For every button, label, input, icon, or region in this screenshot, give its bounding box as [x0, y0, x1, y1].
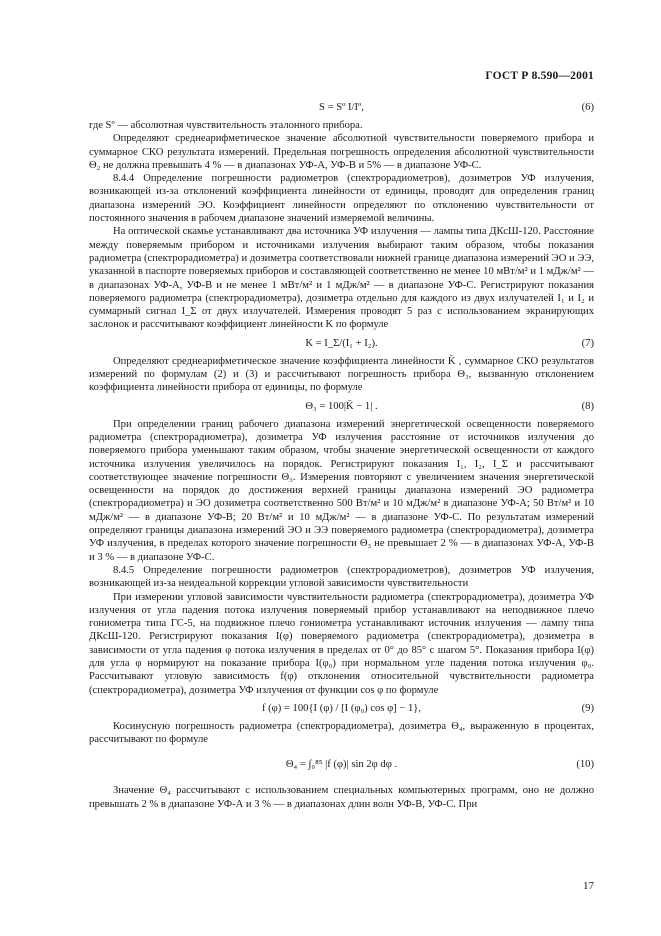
paragraph: При определении границ рабочего диапазона измерений энергетической освещенности поверяемого радиометра (спектрорадиометра), дозиметра УФ излучения расстояние от источников излучения до поверяемого прибора уменьшают таким образом, чтобы значение энергетической освещенности от каждого источника излучения увеличилось на порядок. Регистрируют показания I₁, I₂, I_Σ и рассчитывают соответствующее значение погрешности Θ₃. Измерения повторяют с увеличением значения энергетической освещенности на порядок до достижения верхней границы диапазона измерений ЭО радиометра (спектрорадиометра) и ЭО дозиметра соответственно 500 Вт/м² и 10 мДж/м² в диапазоне УФ-А; 50 Вт/м² и 10 мДж/м² — в диапазоне УФ-В; 20 Вт/м² и 10 мДж/м² — в диапазоне УФ-С. По результатам измерений определяют границы диапазона измерений ЭО и ЭЭ поверяемого радиометра (спектрорадиометра), дозиметра УФ излучения, в пределах которого значение погрешности Θ₃ не превышает 2 % — в диапазонах УФ-А, УФ-В и 3 % — в диапазоне УФ-С. [89, 418, 594, 563]
paragraph: Косинусную погрешность радиометра (спектрорадиометра), дозиметра Θ₄, выраженную в процентах, рассчитывают по формуле [89, 720, 594, 746]
document-body [89, 96, 594, 811]
equation-number: (6) [581, 102, 594, 113]
equation-formula: Θ₄ = ∫₀⁸⁵ |f (φ)| sin 2φ dφ . [285, 759, 398, 771]
paragraph: 8.4.5 Определение погрешности радиометров (спектрорадиометров), дозиметров УФ излучения, возникающей из-за неидеальной коррекции угловой зависимости чувствительности [89, 564, 594, 590]
paragraph: где Sº — абсолютная чувствительность эталонного прибора. [89, 120, 363, 131]
equation [89, 399, 594, 414]
equation-formula: S = Sº I/Iº, [319, 102, 364, 113]
equation [89, 100, 594, 115]
paragraph: Значение Θ₄ рассчитывают с использованием специальных компьютерных программ, оно не должно превышать 2 % в диапазоне УФ-А и 3 % — в диапазонах длин волн УФ-В, УФ-С. При [89, 785, 594, 810]
paragraph: Определяют среднеарифметическое значение коэффициента линейности K̄ , суммарное СКО результатов измерений по формулам (2) и (3) и рассчитывают погрешность прибора Θ₃, вызванную отклонением коэффициента линейности прибора от единицы, по формуле [89, 355, 594, 394]
equation-number: (8) [581, 400, 594, 412]
standard-code-header: ГОСТ Р 8.590—2001 [485, 70, 594, 82]
equation [89, 336, 594, 351]
equation [89, 750, 594, 780]
paragraph: 8.4.4 Определение погрешности радиометров (спектрорадиометров), дозиметров УФ излучения, возникающей из-за отклонений коэффициента линейности от единицы, проводят для определения границ диапазона измерений ЭО. Коэффициент линейности определяют по отклонению чувствительности от постоянного значения в рабочем диапазоне значений измеряемой величины. [89, 173, 594, 225]
equation-number: (10) [576, 759, 594, 771]
paragraph: На оптической скамье устанавливают два источника УФ излучения — лампы типа ДКсШ-120. Расстояние между поверяемым прибором и источниками излучения выбирают таким образом, чтобы показания радиометра (спектрорадиометра) и дозиметра соответствовали нижней границе диапазона измерений ЭО и ЭЭ, указанной в паспорте поверяемых приборов и составляющей соответственно не менее 10 мВт/м² и 1 мДж/м² — в диапазонах УФ-А, УФ-В и не менее 1 мВт/м² и 1 мДж/м² — в диапазоне УФ-С. Регистрируют показания поверяемого радиометра (спектрорадиометра), дозиметра отдельно для каждого из двух излучателей I₁ и I₂ и суммарный сигнал I_Σ от двух излучателей. Измерения проводят 5 раз с использованием экранирующих заслонок и рассчитывают коэффициент линейности K по формуле [89, 226, 594, 331]
equation-number: (7) [581, 337, 594, 349]
page-number: 17 [583, 880, 594, 892]
equation-formula: f (φ) = 100{I (φ) / [I (φ₀) cos φ] − 1}, [261, 702, 422, 714]
equation-formula: Θ₃ = 100|K̄ − 1| . [305, 400, 378, 412]
paragraph: Определяют среднеарифметическое значение абсолютной чувствительности поверяемого прибора и суммарное СКО результата измерений. Предельная погрешность определения абсолютной чувствительности Θ₂ не должна превышать 4 % — в диапазонах УФ-А, УФ-В и 5% — в диапазоне УФ-С. [89, 133, 594, 171]
equation-number: (9) [581, 702, 594, 714]
equation [89, 701, 594, 716]
equation-formula: K = I_Σ/(I₁ + I₂). [305, 337, 378, 349]
paragraph: При измерении угловой зависимости чувствительности радиометра (спектрорадиометра), дозиметра УФ излучения от угла падения потока излучения поверяемый прибор устанавливают на неподвижное плечо гониометра типа ГС-5, на подвижное плечо гониометра устанавливают источник излучения — лампу типа ДКсШ-120. Регистрируют показания I(φ) поверяемого радиометра (спектрорадиометра), дозиметра в зависимости от угла падения φ потока излучения в пределах от 0° до 85° с шагом 5°. Показания прибора I(φ) для угла φ нормируют на показание прибора I(φ₀) при нормальном угле падения потока излучения φ₀. Рассчитывают угловую зависимость f(φ) отклонения относительной чувствительности радиометра (спектрорадиометра), дозиметра УФ излучения от функции cos φ по формуле [89, 591, 594, 696]
